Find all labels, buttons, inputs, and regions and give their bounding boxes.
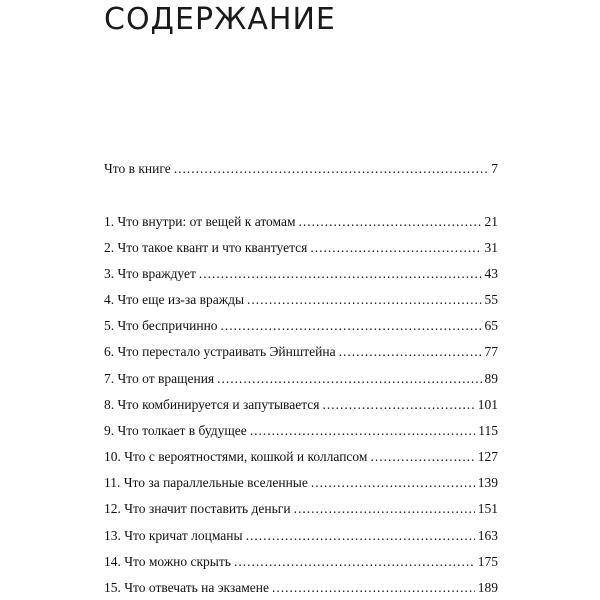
toc-entry-label: 3. Что враждует	[104, 266, 196, 281]
page-title: СОДЕРЖАНИЕ	[104, 2, 336, 37]
toc-entry-chapter-3	[104, 265, 498, 283]
toc-entry-page: 89	[484, 371, 498, 386]
toc-entry-chapter-5	[104, 317, 498, 335]
toc-leader-dots	[310, 239, 481, 257]
toc-entry-page: 43	[484, 266, 498, 281]
toc-entry-label: 8. Что комбинируется и запутывается	[104, 397, 320, 412]
toc-entry-chapter-4	[104, 291, 498, 309]
toc-leader-dots	[246, 527, 475, 545]
toc-leader-dots	[217, 370, 481, 388]
toc-leader-dots	[294, 500, 475, 518]
toc-entry-intro	[104, 160, 498, 178]
toc-entry-chapter-11	[104, 474, 498, 492]
toc-entry-chapter-14	[104, 553, 498, 571]
toc-leader-dots	[199, 265, 482, 283]
toc-entry-chapter-12	[104, 500, 498, 518]
toc-leader-dots	[323, 396, 475, 414]
toc-leader-dots	[250, 422, 475, 440]
toc-entry-label: 9. Что толкает в будущее	[104, 423, 247, 438]
toc-entry-page: 55	[484, 292, 498, 307]
toc-leader-dots	[339, 343, 482, 361]
toc-entry-page: 175	[477, 554, 498, 569]
toc-entry-page: 31	[484, 240, 498, 255]
toc-entry-page: 101	[477, 397, 498, 412]
toc-entry-label: 7. Что от вращения	[104, 371, 215, 386]
toc-entry-label: 6. Что перестало устраивать Эйнштейна	[104, 344, 336, 359]
toc-entry-page: 189	[477, 580, 498, 595]
toc-leader-dots	[247, 291, 481, 309]
toc-entry-page: 127	[477, 449, 498, 464]
toc-entry-label: 15. Что отвечать на экзамене	[104, 580, 269, 595]
toc-entry-page: 77	[484, 344, 498, 359]
toc-entry-page: 139	[477, 475, 498, 490]
toc-entry-label: 12. Что значит поставить деньги	[104, 501, 291, 516]
toc-entry-chapter-13	[104, 527, 498, 545]
toc-entry-page: 151	[477, 501, 498, 516]
toc-leader-dots	[272, 579, 475, 597]
toc-entry-chapter-7	[104, 370, 498, 388]
toc-entry-chapter-9	[104, 422, 498, 440]
toc-entry-chapter-2	[104, 239, 498, 257]
toc-leader-dots	[234, 553, 475, 571]
toc-entry-label: 13. Что кричат лоцманы	[104, 528, 243, 543]
toc-entry-label: 14. Что можно скрыть	[104, 554, 231, 569]
toc-leader-dots	[299, 213, 482, 231]
toc-entry-page: 7	[491, 161, 498, 176]
toc-entry-chapter-1	[104, 213, 498, 231]
toc-leader-dots	[370, 448, 474, 466]
toc-entry-label: Что в книге	[104, 161, 171, 176]
toc-entry-label: 2. Что такое квант и что квантуется	[104, 240, 308, 255]
toc-entry-label: 11. Что за параллельные вселенные	[104, 475, 308, 490]
toc-entry-label: 10. Что с вероятностями, кошкой и коллапсом	[104, 449, 368, 464]
toc-entry-chapter-15	[104, 579, 498, 597]
toc-entry-label: 4. Что еще из-за вражды	[104, 292, 245, 307]
toc-entry-label: 1. Что внутри: от вещей к атомам	[104, 214, 296, 229]
toc-entry-chapter-6	[104, 343, 498, 361]
toc-entry-page: 65	[484, 318, 498, 333]
toc-entry-page: 115	[478, 423, 498, 438]
toc-entry-page: 21	[484, 214, 498, 229]
toc-leader-dots	[174, 160, 489, 178]
toc-entry-chapter-10	[104, 448, 498, 466]
toc-leader-dots	[311, 474, 475, 492]
toc-entry-label: 5. Что беспричинно	[104, 318, 218, 333]
toc-entry-page: 163	[477, 528, 498, 543]
toc-leader-dots	[221, 317, 482, 335]
toc-entry-chapter-8	[104, 396, 498, 414]
